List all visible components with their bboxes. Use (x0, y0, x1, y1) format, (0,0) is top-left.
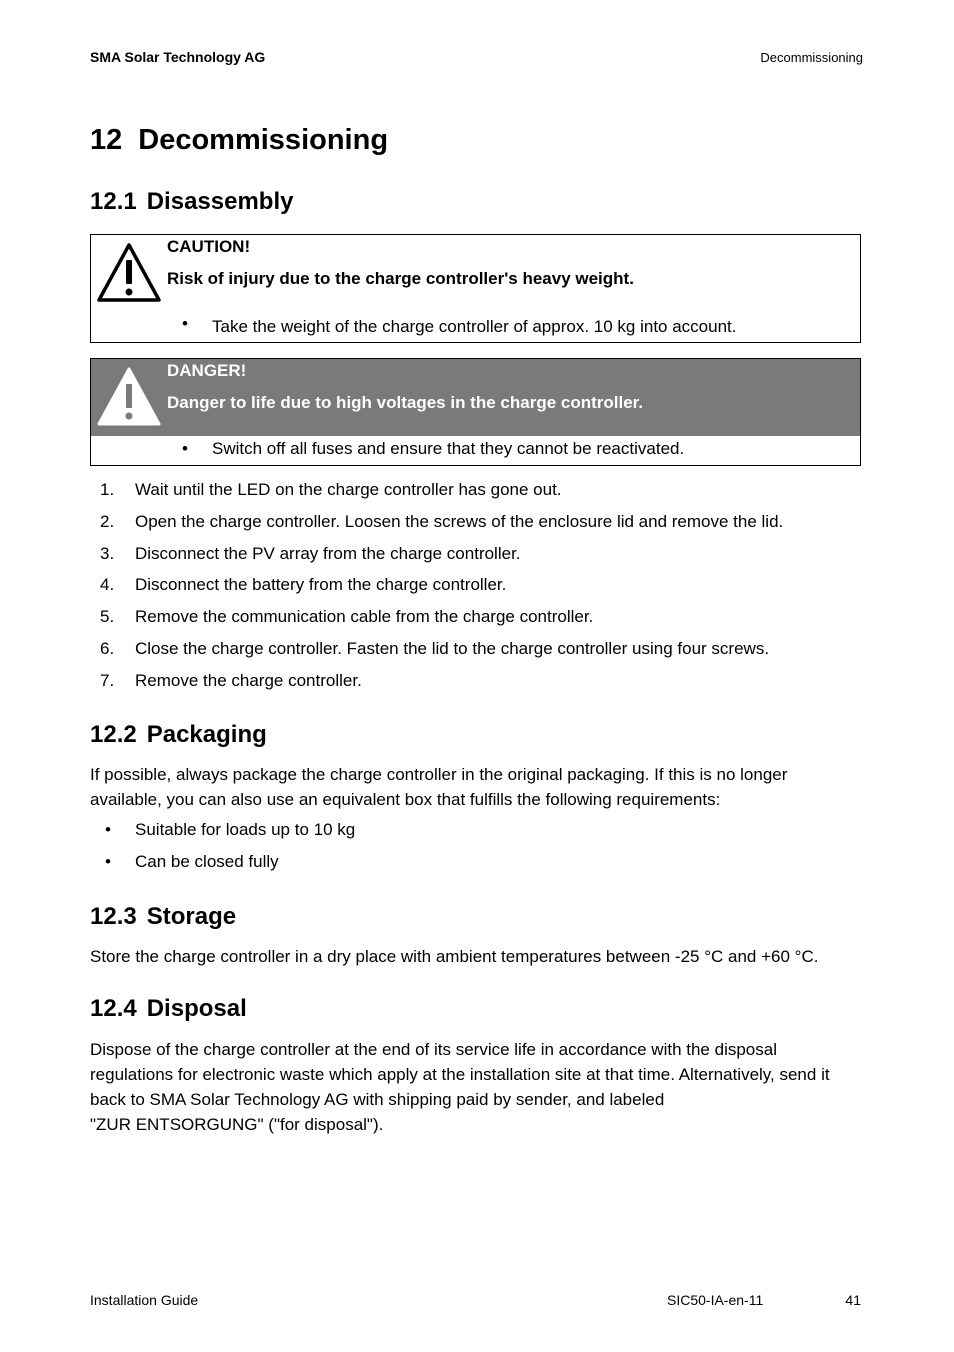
caution-action: Take the weight of the charge controller of approx. 10 kg into account. (212, 317, 737, 336)
danger-action: Switch off all fuses and ensure that they cannot be reactivated. (212, 439, 685, 458)
footer-document: Installation Guide (90, 1292, 199, 1308)
item-text: Suitable for loads up to 10 kg (135, 820, 356, 839)
section-heading-storage (90, 903, 236, 931)
step-number: 7. (100, 670, 115, 690)
paragraph-line: regulations for electronic waste which apply at the installation site at that time. Alternatively, send it (90, 1065, 830, 1084)
section-title: Storage (146, 903, 237, 930)
footer-code: SIC50-IA-en-11 (667, 1292, 764, 1308)
section-heading-disassembly (90, 188, 293, 216)
section-number: 12.1 (90, 188, 137, 215)
paragraph-line: Dispose of the charge controller at the end of its service life in accordance with the disposal (90, 1040, 777, 1059)
danger-message: Danger to life due to high voltages in the charge controller. (167, 393, 644, 412)
danger-box (90, 358, 861, 466)
warning-triangle-icon (96, 242, 162, 304)
header-section: Decommissioning (760, 50, 863, 65)
paragraph-line: If possible, always package the charge controller in the original packaging. If this is no longer (90, 765, 788, 784)
step-text: Disconnect the PV array from the charge controller. (135, 543, 521, 563)
step-number: 2. (100, 511, 115, 531)
item-text: Can be closed fully (135, 852, 279, 871)
step-text: Open the charge controller. Loosen the screws of the enclosure lid and remove the lid. (135, 511, 784, 531)
step-text: Disconnect the battery from the charge controller. (135, 575, 507, 595)
caution-message: Risk of injury due to the charge controller's heavy weight. (167, 269, 634, 288)
chapter-title (90, 124, 388, 157)
paragraph-line: "ZUR ENTSORGUNG" ("for disposal"). (90, 1115, 384, 1134)
section-number: 12.4 (90, 995, 137, 1022)
page-number: 41 (845, 1292, 861, 1308)
packaging-paragraph (90, 762, 865, 812)
section-number: 12.2 (90, 721, 137, 748)
bullet: • (105, 820, 111, 839)
section-title: Packaging (146, 721, 267, 748)
step-number: 1. (100, 480, 115, 499)
step-number: 6. (100, 638, 115, 658)
danger-bullet: • (182, 439, 188, 458)
warning-triangle-icon (96, 366, 162, 428)
bullet: • (105, 852, 111, 871)
step-text: Remove the communication cable from the charge controller. (135, 607, 594, 627)
section-number: 12.3 (90, 903, 137, 930)
section-heading-disposal (90, 995, 247, 1023)
step-number: 5. (100, 607, 115, 627)
step-text: Close the charge controller. Fasten the lid to the charge controller using four screws. (135, 638, 770, 658)
header-company: SMA Solar Technology AG (90, 49, 266, 65)
step-number: 4. (100, 575, 115, 595)
disposal-paragraph (90, 1037, 865, 1137)
chapter-title-text: Decommissioning (138, 124, 389, 156)
caution-bullet: • (182, 314, 188, 333)
caution-box (90, 234, 861, 343)
caution-label: CAUTION! (167, 237, 251, 256)
section-heading-packaging (90, 721, 267, 749)
paragraph-line: back to SMA Solar Technology AG with shipping paid by sender, and labeled (90, 1090, 665, 1109)
step-number: 3. (100, 543, 115, 563)
danger-label: DANGER! (167, 361, 247, 380)
danger-icon-box (91, 359, 163, 436)
section-title: Disposal (146, 995, 247, 1022)
paragraph-line: available, you can also use an equivalent box that fulfills the following requirements: (90, 790, 721, 809)
storage-paragraph: Store the charge controller in a dry place with ambient temperatures between -25 °C and +60 °C. (90, 947, 819, 966)
chapter-number: 12 (90, 124, 123, 156)
step-text: Remove the charge controller. (135, 670, 362, 690)
step-text: Wait until the LED on the charge controller has gone out. (135, 480, 562, 499)
section-title: Disassembly (146, 188, 294, 215)
